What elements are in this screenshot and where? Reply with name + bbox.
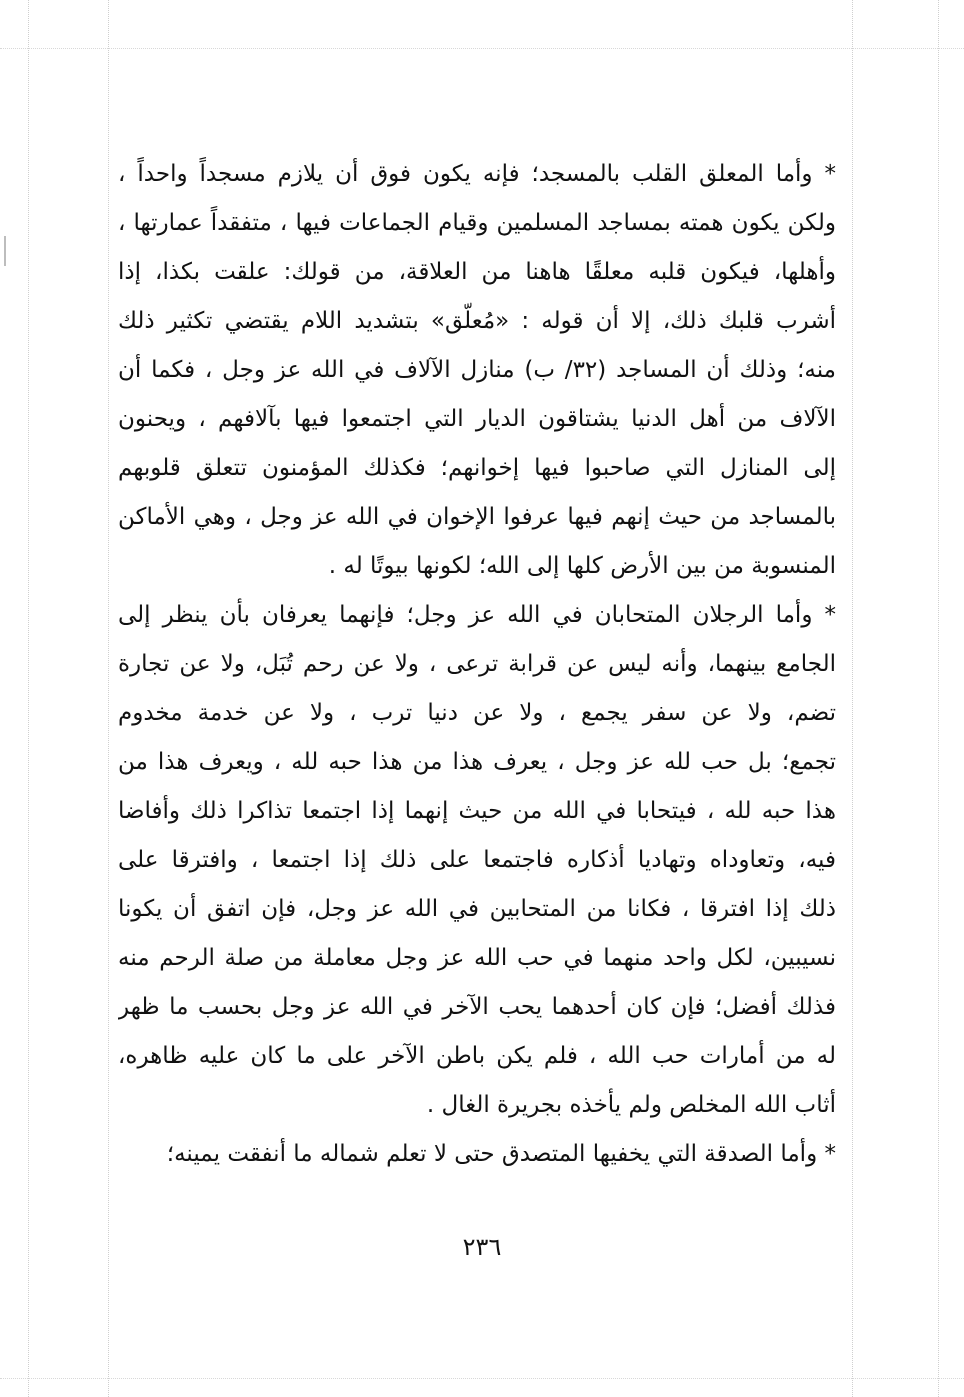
text-line: * وأما الرجلان المتحابان في الله عز وجل؛ فإنهما يعرفان بأن ينظر إلى: [118, 602, 836, 628]
text-line: أشرب قلبك ذلك، إلا أن قوله : «مُعلّق» بتشديد اللام يقتضي تكثير ذلك: [118, 308, 836, 334]
text-line: * وأما المعلق القلب بالمسجد؛ فإنه يكون فوق أن يلازم مسجداً واحداً ،: [118, 161, 836, 187]
scan-guide-line: [0, 48, 964, 49]
text-line: منه؛ وذلك أن المساجد (٣٢/ ب) منازل الآلاف في الله عز وجل ، فكما أن: [118, 357, 836, 383]
text-line: ذلك إذا افترقا ، فكانا من المتحابين في الله عز وجل، فإن اتفق أن يكونا: [118, 896, 836, 922]
text-line: تضم، ولا عن سفر يجمع ، ولا عن دنيا ترب ، ولا عن خدمة مخدوم: [118, 700, 836, 726]
scan-guide-line: [852, 0, 853, 1397]
text-line: المنسوبة من بين الأرض كلها إلى الله؛ لكونها بيوتًا له .: [328, 553, 836, 579]
text-line: فيه، وتعاوداه وتهاديا أذكاره فاجتمعا على ذلك إذا اجتمعا ، وافترقا على: [118, 847, 836, 873]
scan-guide-line: [28, 0, 29, 1397]
body-text: [118, 150, 836, 1179]
text-line: هذا حبه لله ، فيتحابا في الله من حيث إنهما إذا اجتمعا تذاكرا ذلك وأفاضا: [118, 798, 836, 824]
paragraph-charity: [118, 1130, 836, 1179]
page-number: ٢٣٦: [462, 1233, 502, 1261]
text-line: * وأما الصدقة التي يخفيها المتصدق حتى لا تعلم شماله ما أنفقت يمينه؛: [166, 1141, 836, 1167]
text-line: الآلاف من أهل الدنيا يشتاقون الديار التي اجتمعوا فيها بآلافهم ، ويحنون: [118, 406, 836, 432]
text-line: وأهلها، فيكون قلبه معلقًا هاهنا من العلاقة، من قولك: علقت بكذا، إذا: [118, 259, 836, 285]
text-line: له من أمارات حب الله ، فلم يكن باطن الآخر على ما كان عليه ظاهره،: [118, 1043, 836, 1069]
text-line: الجامع بينهما، وأنه ليس عن قرابة ترعى ، ولا عن رحم تُبَل، ولا عن تجارة: [118, 651, 836, 677]
scan-guide-line: [0, 1378, 964, 1379]
scan-guide-line: [108, 0, 109, 1397]
text-line: نسيبين، لكل واحد منهما في حب الله عز وجل معاملة من صلة الرحم منه: [118, 945, 836, 971]
scan-guide-line: [938, 0, 939, 1397]
text-line: تجمع؛ بل حب لله عز وجل ، يعرف هذا من هذا حبه لله ، ويعرف هذا من: [118, 749, 836, 775]
paragraph-two-men: [118, 591, 836, 1130]
text-line: إلى المنازل التي صاحبوا فيها إخوانهم؛ فكذلك المؤمنون تتعلق قلوبهم: [118, 455, 836, 481]
page-edge-mark: [4, 236, 6, 266]
text-line: أثاب الله المخلص ولم يأخذه بجريرة الغال .: [426, 1092, 836, 1118]
paragraph-mosque: [118, 150, 836, 591]
text-line: فذلك أفضل؛ فإن كان أحدهما يحب الآخر في الله عز وجل بحسب ما ظهر: [118, 994, 836, 1020]
text-line: بالمساجد من حيث إنهم فيها عرفوا الإخوان في الله عز وجل ، وهي الأماكن: [118, 504, 836, 530]
text-line: ولكن يكون همته بمساجد المسلمين وقيام الجماعات فيها ، متفقداً عمارتها ،: [118, 210, 836, 236]
